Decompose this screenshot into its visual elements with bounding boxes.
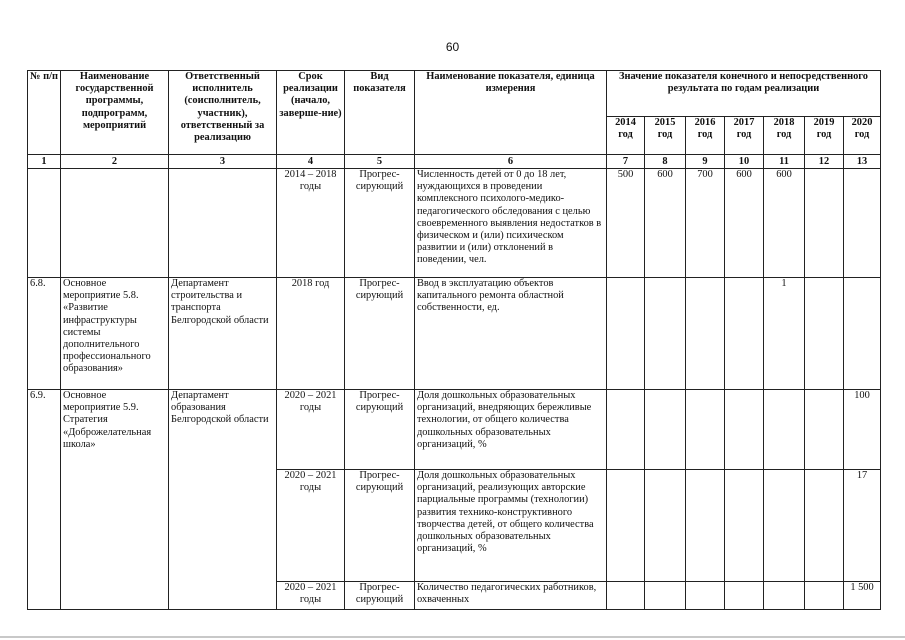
row-value-2017 <box>725 390 764 470</box>
row-value-2016 <box>686 278 725 390</box>
row-value-2014 <box>607 582 645 610</box>
row-value-2019 <box>805 390 844 470</box>
row-program-name: Основное мероприятие 5.9. Стратегия «Доброжелательная школа» <box>61 390 169 610</box>
header-year: 2020 год <box>844 117 881 155</box>
header-year: 2014 год <box>607 117 645 155</box>
row-executor <box>169 169 277 278</box>
row-value-2019 <box>805 582 844 610</box>
row-value-2014: 500 <box>607 169 645 278</box>
header-indicator-name: Наименование показателя, единица измерения <box>415 71 607 155</box>
row-program-name: Основное мероприятие 5.8. «Развитие инфраструктуры системы дополнительного профессионального образования» <box>61 278 169 390</box>
row-value-2017 <box>725 278 764 390</box>
header-term: Срок реализации (начало, заверше-ние) <box>277 71 345 155</box>
row-value-2016: 700 <box>686 169 725 278</box>
column-number: 12 <box>805 155 844 169</box>
row-value-2020 <box>844 169 881 278</box>
row-no <box>28 169 61 278</box>
header-executor: Ответственный исполнитель (соисполнитель, участник), ответственный за реализацию <box>169 71 277 155</box>
row-term: 2020 – 2021 годы <box>277 390 345 470</box>
row-executor: Департамент строительства и транспорта Белгородской области <box>169 278 277 390</box>
row-value-2018 <box>764 470 805 582</box>
column-number: 13 <box>844 155 881 169</box>
row-value-2014 <box>607 278 645 390</box>
header-no: № п/п <box>28 71 61 155</box>
row-term: 2018 год <box>277 278 345 390</box>
column-number: 5 <box>345 155 415 169</box>
row-value-2019 <box>805 169 844 278</box>
row-value-2018 <box>764 390 805 470</box>
header-year: 2018 год <box>764 117 805 155</box>
page-number: 60 <box>445 40 460 54</box>
header-program-name: Наименование государственной программы, подпрограмм, мероприятий <box>61 71 169 155</box>
row-indicator-kind: Прогрес-сирующий <box>345 582 415 610</box>
row-indicator-kind: Прогрес-сирующий <box>345 470 415 582</box>
row-term: 2020 – 2021 годы <box>277 582 345 610</box>
row-value-2020: 100 <box>844 390 881 470</box>
row-value-2015 <box>645 278 686 390</box>
column-number: 3 <box>169 155 277 169</box>
row-term: 2014 – 2018 годы <box>277 169 345 278</box>
row-indicator-name: Доля дошкольных образовательных организаций, реализующих авторские парциальные программы (технологии) развития технико-конструктивного творчества детей, от общего количества дошкольных образовательных организаций, % <box>415 470 607 582</box>
header-year: 2016 год <box>686 117 725 155</box>
row-value-2016 <box>686 582 725 610</box>
row-value-2020: 17 <box>844 470 881 582</box>
row-value-2020 <box>844 278 881 390</box>
row-no: 6.8. <box>28 278 61 390</box>
row-value-2019 <box>805 470 844 582</box>
row-indicator-kind: Прогрес-сирующий <box>345 169 415 278</box>
column-number: 7 <box>607 155 645 169</box>
row-value-2020: 1 500 <box>844 582 881 610</box>
row-indicator-name: Доля дошкольных образовательных организаций, внедряющих бережливые технологии, от общего количества дошкольных образовательных организаций, % <box>415 390 607 470</box>
header-values-by-year: Значение показателя конечного и непосредственного результата по годам реализации <box>607 71 881 117</box>
column-number: 1 <box>28 155 61 169</box>
column-number: 8 <box>645 155 686 169</box>
row-indicator-kind: Прогрес-сирующий <box>345 278 415 390</box>
row-executor: Департамент образования Белгородской области <box>169 390 277 610</box>
row-value-2019 <box>805 278 844 390</box>
row-value-2014 <box>607 470 645 582</box>
row-value-2015 <box>645 390 686 470</box>
header-year: 2015 год <box>645 117 686 155</box>
row-value-2017: 600 <box>725 169 764 278</box>
row-value-2014 <box>607 390 645 470</box>
row-indicator-name: Ввод в эксплуатацию объектов капитального ремонта областной собственности, ед. <box>415 278 607 390</box>
header-year: 2019 год <box>805 117 844 155</box>
row-no: 6.9. <box>28 390 61 610</box>
column-number: 9 <box>686 155 725 169</box>
row-value-2018 <box>764 582 805 610</box>
row-indicator-name: Количество педагогических работников, охваченных <box>415 582 607 610</box>
header-year: 2017 год <box>725 117 764 155</box>
header-indicator-kind: Вид показателя <box>345 71 415 155</box>
table-row <box>28 169 881 278</box>
page-edge-line <box>0 636 905 638</box>
column-number: 2 <box>61 155 169 169</box>
program-indicators-table <box>27 70 881 610</box>
row-value-2015 <box>645 582 686 610</box>
row-value-2017 <box>725 470 764 582</box>
row-value-2017 <box>725 582 764 610</box>
column-number: 4 <box>277 155 345 169</box>
row-value-2016 <box>686 390 725 470</box>
row-indicator-name: Численность детей от 0 до 18 лет, нуждающихся в проведении комплексного психолого-медико-педагогического обследования с целью своевременного выявления недостатков в физическом и (или) психическом развитии и (или) отклонений в поведении, чел. <box>415 169 607 278</box>
row-value-2015 <box>645 470 686 582</box>
row-term: 2020 – 2021 годы <box>277 470 345 582</box>
row-value-2018: 1 <box>764 278 805 390</box>
table-row <box>28 278 881 390</box>
table-row <box>28 390 881 470</box>
row-program-name <box>61 169 169 278</box>
row-value-2015: 600 <box>645 169 686 278</box>
row-indicator-kind: Прогрес-сирующий <box>345 390 415 470</box>
row-value-2016 <box>686 470 725 582</box>
column-number: 10 <box>725 155 764 169</box>
column-number: 11 <box>764 155 805 169</box>
row-value-2018: 600 <box>764 169 805 278</box>
column-number: 6 <box>415 155 607 169</box>
